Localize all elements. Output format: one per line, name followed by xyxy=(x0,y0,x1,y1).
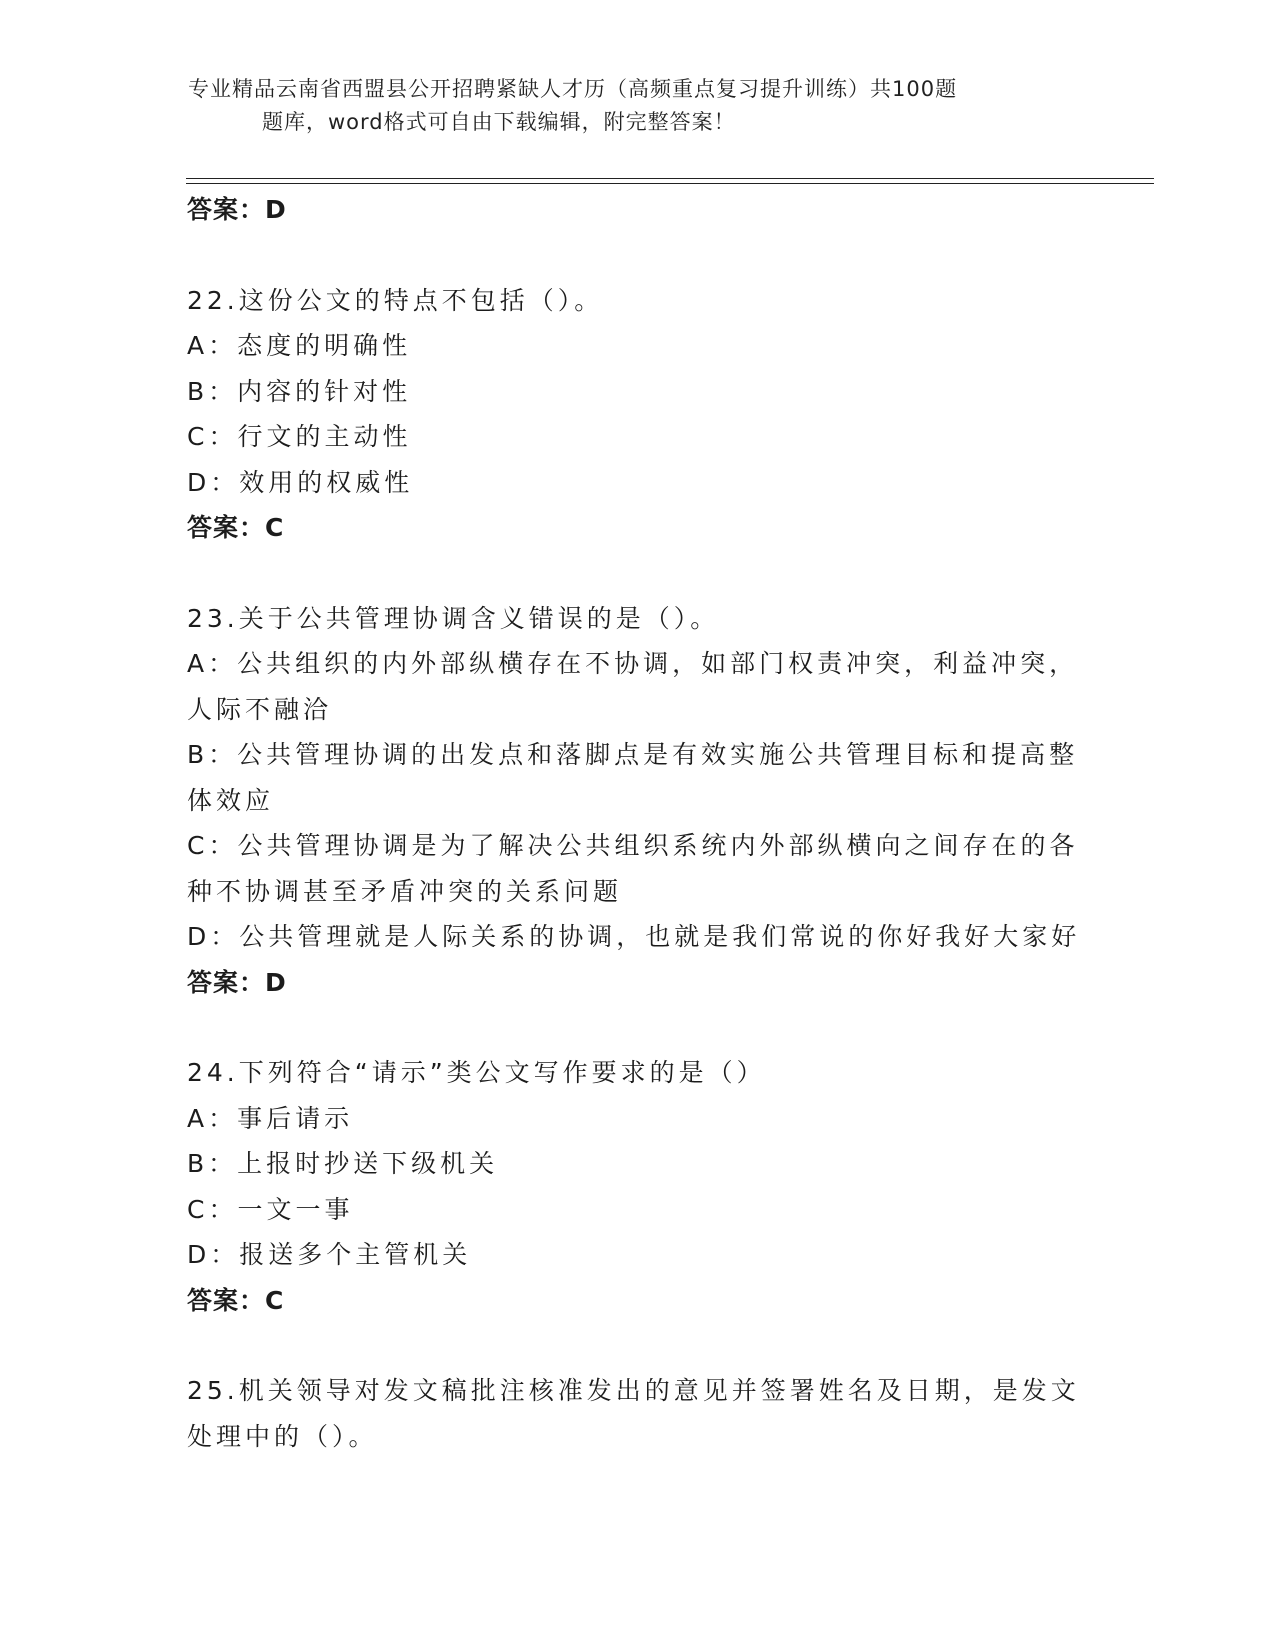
option-d: D：报送多个主管机关 xyxy=(187,1240,472,1269)
answer-line: 答案：D xyxy=(187,967,287,997)
option-a-continued: 人际不融洽 xyxy=(187,694,333,724)
question-23 xyxy=(187,596,1087,1006)
question-24 xyxy=(187,1050,1087,1323)
header-title-line1: 专业精品云南省西盟县公开招聘紧缺人才历（高频重点复习提升训练）共100题 xyxy=(188,77,958,101)
option-d: D：效用的权威性 xyxy=(187,467,414,497)
option-c: C：一文一事 xyxy=(187,1194,354,1224)
answer-line: 答案：C xyxy=(187,513,285,542)
question-text-continued: 处理中的（）。 xyxy=(187,1421,378,1451)
option-b: B：内容的针对性 xyxy=(187,376,412,406)
header-divider-top xyxy=(186,178,1154,179)
answer-line: 答案：D xyxy=(187,195,287,224)
option-b: B：上报时抄送下级机关 xyxy=(187,1149,499,1178)
question-text: 22.这份公文的特点不包括（）。 xyxy=(187,285,604,315)
option-a: A：态度的明确性 xyxy=(187,331,412,360)
header-divider-bottom xyxy=(186,183,1154,184)
header-title-line2: 题库，word格式可自由下载编辑，附完整答案！ xyxy=(262,110,736,134)
option-a: A：公共组织的内外部纵横存在不协调，如部门权责冲突，利益冲突， xyxy=(187,649,1079,678)
question-list xyxy=(187,187,1087,1459)
option-a: A：事后请示 xyxy=(187,1103,354,1133)
option-c: C：行文的主动性 xyxy=(187,422,412,451)
option-b-continued: 体效应 xyxy=(187,785,275,815)
question-text: 23.关于公共管理协调含义错误的是（）。 xyxy=(187,603,720,633)
question-25 xyxy=(187,1368,1087,1459)
option-d: D：公共管理就是人际关系的协调，也就是我们常说的你好我好大家好 xyxy=(187,922,1081,951)
option-c-continued: 种不协调甚至矛盾冲突的关系问题 xyxy=(187,876,623,906)
option-b: B：公共管理协调的出发点和落脚点是有效实施公共管理目标和提高整 xyxy=(187,740,1079,769)
question-text: 25.机关领导对发文稿批注核准发出的意见并签署姓名及日期，是发文 xyxy=(187,1376,1080,1405)
question-text: 24.下列符合“请示”类公文写作要求的是（） xyxy=(187,1058,766,1087)
option-c: C：公共管理协调是为了解决公共组织系统内外部纵横向之间存在的各 xyxy=(187,831,1079,860)
answer-line: 答案：C xyxy=(187,1285,285,1315)
question-22 xyxy=(187,278,1087,551)
document-header xyxy=(188,73,1068,139)
